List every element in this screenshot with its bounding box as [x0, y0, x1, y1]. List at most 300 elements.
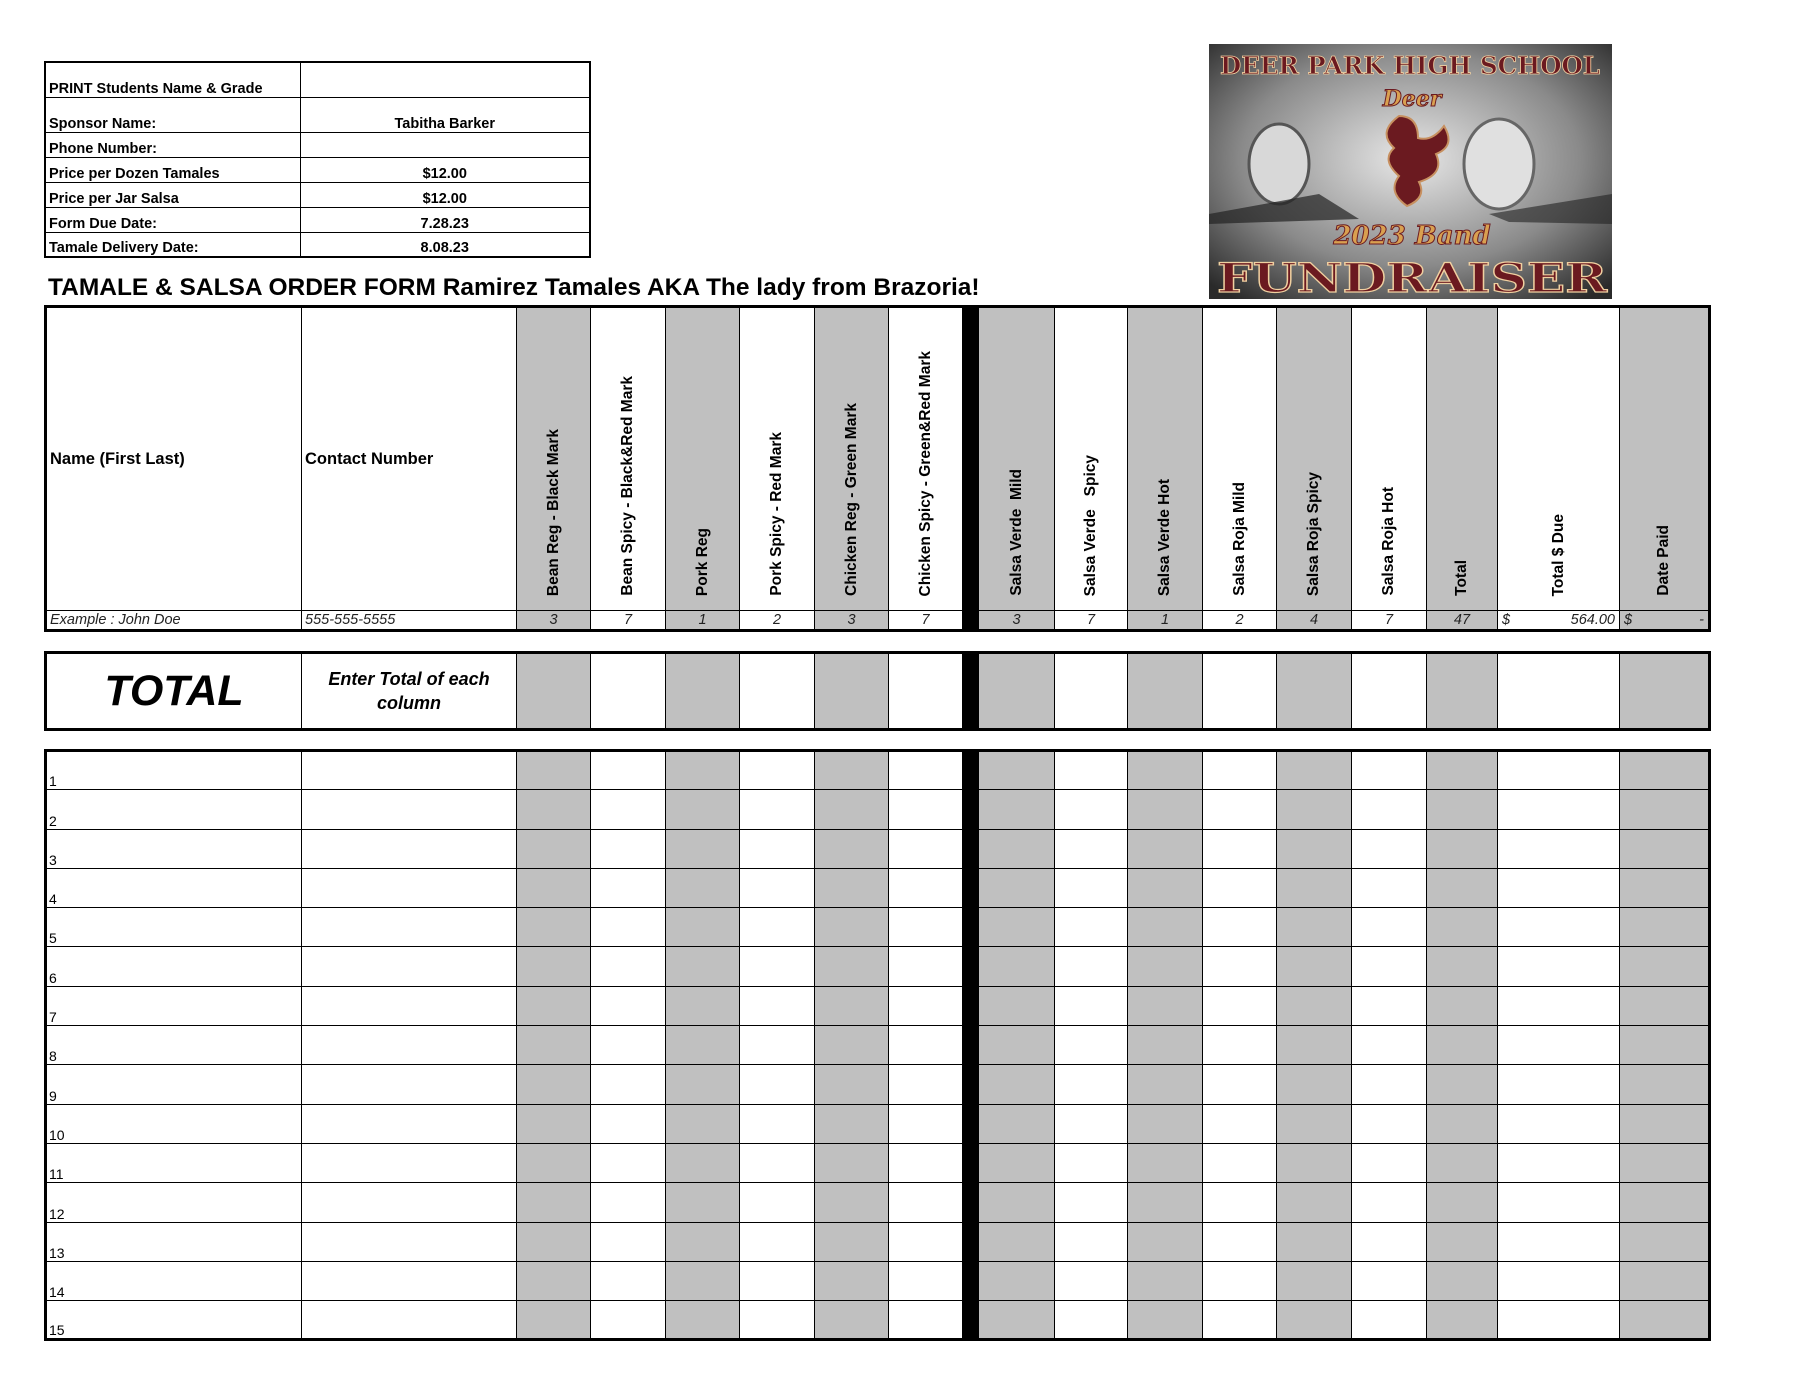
item-cell[interactable] — [666, 829, 740, 868]
item-cell[interactable] — [666, 751, 740, 790]
item-cell[interactable] — [517, 790, 591, 829]
column-header — [740, 307, 815, 611]
info-row — [45, 97, 590, 132]
item-cell[interactable] — [889, 986, 963, 1025]
item-cell[interactable] — [517, 751, 591, 790]
item-cell[interactable] — [979, 790, 1055, 829]
item-cell[interactable] — [979, 1143, 1055, 1182]
contact-cell[interactable] — [302, 868, 517, 907]
item-cell[interactable] — [740, 1222, 815, 1261]
item-cell[interactable] — [1055, 790, 1128, 829]
item-cell[interactable] — [517, 947, 591, 986]
item-cell[interactable] — [1498, 1143, 1620, 1182]
item-cell[interactable] — [1203, 1143, 1277, 1182]
info-value[interactable]: Tabitha Barker — [300, 97, 590, 132]
item-cell[interactable] — [1352, 908, 1427, 947]
total-cell[interactable] — [979, 653, 1055, 730]
item-cell[interactable] — [1498, 1065, 1620, 1104]
item-cell[interactable] — [1427, 1104, 1498, 1143]
item-cell[interactable] — [1620, 986, 1710, 1025]
item-cell[interactable] — [1203, 1026, 1277, 1065]
item-cell[interactable] — [1277, 751, 1352, 790]
order-row — [46, 947, 1710, 986]
item-cell[interactable] — [889, 1104, 963, 1143]
item-cell[interactable] — [1620, 751, 1710, 790]
item-cell[interactable] — [1277, 790, 1352, 829]
item-cell[interactable] — [815, 1143, 889, 1182]
item-cell[interactable] — [1498, 1104, 1620, 1143]
item-cell[interactable] — [517, 1143, 591, 1182]
item-cell[interactable] — [517, 1222, 591, 1261]
item-cell[interactable] — [1498, 1183, 1620, 1222]
item-cell[interactable] — [1277, 908, 1352, 947]
order-header-table — [44, 305, 1711, 632]
example-value: 2 — [1203, 611, 1277, 631]
item-cell[interactable] — [1203, 1222, 1277, 1261]
item-cell[interactable] — [815, 986, 889, 1025]
item-cell[interactable] — [1277, 1104, 1352, 1143]
item-cell[interactable] — [1203, 868, 1277, 907]
item-cell[interactable] — [979, 868, 1055, 907]
item-cell[interactable] — [1128, 1026, 1203, 1065]
item-cell[interactable] — [1277, 1143, 1352, 1182]
item-cell[interactable] — [1498, 908, 1620, 947]
item-cell[interactable] — [1352, 947, 1427, 986]
total-cell[interactable] — [1128, 653, 1203, 730]
item-cell[interactable] — [1427, 1183, 1498, 1222]
row-number-name-cell[interactable]: 1 — [46, 751, 302, 790]
item-cell[interactable] — [740, 1065, 815, 1104]
item-cell[interactable] — [1352, 1261, 1427, 1300]
item-cell[interactable] — [1427, 908, 1498, 947]
item-cell[interactable] — [591, 1065, 666, 1104]
item-cell[interactable] — [815, 1065, 889, 1104]
item-cell[interactable] — [1128, 1143, 1203, 1182]
item-cell[interactable] — [1620, 1143, 1710, 1182]
contact-cell[interactable] — [302, 829, 517, 868]
item-cell[interactable] — [1128, 868, 1203, 907]
item-cell[interactable] — [1427, 1065, 1498, 1104]
row-number-name-cell[interactable]: 8 — [46, 1026, 302, 1065]
item-cell[interactable] — [815, 868, 889, 907]
item-cell[interactable] — [517, 1301, 591, 1340]
item-cell[interactable] — [1620, 1026, 1710, 1065]
total-cell[interactable] — [517, 653, 591, 730]
item-cell[interactable] — [1620, 1261, 1710, 1300]
item-cell[interactable] — [1128, 790, 1203, 829]
row-number-name-cell[interactable]: 9 — [46, 1065, 302, 1104]
item-cell[interactable] — [517, 1065, 591, 1104]
item-cell[interactable] — [1128, 1065, 1203, 1104]
item-cell[interactable] — [1427, 1143, 1498, 1182]
item-cell[interactable] — [666, 1183, 740, 1222]
item-cell[interactable] — [740, 1261, 815, 1300]
item-cell[interactable] — [1203, 1183, 1277, 1222]
item-cell[interactable] — [815, 751, 889, 790]
total-cell[interactable] — [1203, 653, 1277, 730]
total-label: TOTAL — [46, 653, 302, 730]
item-cell[interactable] — [889, 1301, 963, 1340]
item-cell[interactable] — [740, 1301, 815, 1340]
item-cell[interactable] — [1277, 1222, 1352, 1261]
item-cell[interactable] — [517, 829, 591, 868]
total-cell[interactable] — [666, 653, 740, 730]
info-value[interactable]: 8.08.23 — [300, 232, 590, 257]
item-cell[interactable] — [1055, 751, 1128, 790]
item-cell[interactable] — [1055, 1104, 1128, 1143]
item-cell[interactable] — [889, 1026, 963, 1065]
info-row — [45, 132, 590, 157]
item-cell[interactable] — [815, 1301, 889, 1340]
item-cell[interactable] — [591, 908, 666, 947]
item-cell[interactable] — [1277, 1301, 1352, 1340]
item-cell[interactable] — [815, 1261, 889, 1300]
item-cell[interactable] — [889, 829, 963, 868]
item-cell[interactable] — [1427, 868, 1498, 907]
contact-cell[interactable] — [302, 790, 517, 829]
item-cell[interactable] — [666, 1065, 740, 1104]
item-cell[interactable] — [740, 947, 815, 986]
item-cell[interactable] — [979, 1301, 1055, 1340]
item-cell[interactable] — [1620, 1222, 1710, 1261]
item-cell[interactable] — [1352, 1143, 1427, 1182]
item-cell[interactable] — [1498, 751, 1620, 790]
item-cell[interactable] — [1620, 947, 1710, 986]
item-cell[interactable] — [815, 1222, 889, 1261]
order-row — [46, 751, 1710, 790]
item-cell[interactable] — [1277, 947, 1352, 986]
total-cell[interactable] — [1277, 653, 1352, 730]
item-cell[interactable] — [979, 986, 1055, 1025]
item-cell[interactable] — [591, 1104, 666, 1143]
item-cell[interactable] — [1128, 1222, 1203, 1261]
item-cell[interactable] — [889, 947, 963, 986]
item-cell[interactable] — [815, 790, 889, 829]
contact-cell[interactable] — [302, 1222, 517, 1261]
item-cell[interactable] — [979, 908, 1055, 947]
item-cell[interactable] — [1620, 1183, 1710, 1222]
item-cell[interactable] — [1498, 1222, 1620, 1261]
amount: - — [1699, 612, 1704, 628]
order-row — [46, 868, 1710, 907]
item-cell[interactable] — [740, 751, 815, 790]
item-cell[interactable] — [591, 947, 666, 986]
item-cell[interactable] — [591, 1222, 666, 1261]
item-cell[interactable] — [1277, 986, 1352, 1025]
item-cell[interactable] — [591, 829, 666, 868]
item-cell[interactable] — [889, 1222, 963, 1261]
item-cell[interactable] — [517, 1261, 591, 1300]
item-cell[interactable] — [740, 868, 815, 907]
item-cell[interactable] — [1352, 1222, 1427, 1261]
item-cell[interactable] — [517, 986, 591, 1025]
item-cell[interactable] — [517, 908, 591, 947]
item-cell[interactable] — [666, 1222, 740, 1261]
item-cell[interactable] — [1620, 1104, 1710, 1143]
item-cell[interactable] — [889, 1183, 963, 1222]
item-cell[interactable] — [1055, 829, 1128, 868]
contact-cell[interactable] — [302, 1065, 517, 1104]
item-cell[interactable] — [1427, 1261, 1498, 1300]
item-cell[interactable] — [1352, 986, 1427, 1025]
item-cell[interactable] — [1352, 1026, 1427, 1065]
contact-cell[interactable] — [302, 947, 517, 986]
item-cell[interactable] — [1128, 1261, 1203, 1300]
total-cell[interactable] — [1352, 653, 1427, 730]
item-cell[interactable] — [591, 1301, 666, 1340]
item-cell[interactable] — [1427, 790, 1498, 829]
item-cell[interactable] — [1352, 868, 1427, 907]
item-cell[interactable] — [740, 1183, 815, 1222]
item-cell[interactable] — [666, 1261, 740, 1300]
item-cell[interactable] — [591, 986, 666, 1025]
item-cell[interactable] — [979, 1026, 1055, 1065]
item-cell[interactable] — [591, 790, 666, 829]
item-cell[interactable] — [1498, 947, 1620, 986]
item-cell[interactable] — [1055, 1261, 1128, 1300]
item-cell[interactable] — [1203, 986, 1277, 1025]
item-cell[interactable] — [591, 1143, 666, 1182]
contact-cell[interactable] — [302, 1183, 517, 1222]
item-cell[interactable] — [740, 1104, 815, 1143]
item-cell[interactable] — [1620, 908, 1710, 947]
item-cell[interactable] — [591, 751, 666, 790]
example-row — [46, 611, 1710, 631]
item-cell[interactable] — [1352, 751, 1427, 790]
contact-cell[interactable] — [302, 1261, 517, 1300]
item-cell[interactable] — [666, 1301, 740, 1340]
item-cell[interactable] — [740, 790, 815, 829]
row-number-name-cell[interactable]: 3 — [46, 829, 302, 868]
item-cell[interactable] — [1620, 790, 1710, 829]
info-value[interactable]: $12.00 — [300, 157, 590, 182]
item-cell[interactable] — [1352, 790, 1427, 829]
contact-cell[interactable] — [302, 908, 517, 947]
row-number-name-cell[interactable]: 6 — [46, 947, 302, 986]
contact-cell[interactable] — [302, 1026, 517, 1065]
total-cell[interactable] — [591, 653, 666, 730]
item-cell[interactable] — [1128, 1301, 1203, 1340]
row-number-name-cell[interactable]: 5 — [46, 908, 302, 947]
item-cell[interactable] — [1427, 1222, 1498, 1261]
item-cell[interactable] — [979, 1065, 1055, 1104]
item-cell[interactable] — [1352, 1104, 1427, 1143]
item-cell[interactable] — [591, 1261, 666, 1300]
item-cell[interactable] — [1352, 829, 1427, 868]
item-cell[interactable] — [1498, 986, 1620, 1025]
item-cell[interactable] — [591, 1183, 666, 1222]
item-cell[interactable] — [1427, 1301, 1498, 1340]
contact-cell[interactable] — [302, 986, 517, 1025]
item-cell[interactable] — [666, 947, 740, 986]
row-number-name-cell[interactable]: 14 — [46, 1261, 302, 1300]
order-row — [46, 1026, 1710, 1065]
item-cell[interactable] — [1055, 1301, 1128, 1340]
item-cell[interactable] — [1277, 1261, 1352, 1300]
item-cell[interactable] — [666, 1143, 740, 1182]
info-value[interactable] — [300, 132, 590, 157]
item-cell[interactable] — [740, 1143, 815, 1182]
item-cell[interactable] — [1203, 1065, 1277, 1104]
item-cell[interactable] — [1498, 790, 1620, 829]
item-cell[interactable] — [740, 908, 815, 947]
item-cell[interactable] — [1427, 751, 1498, 790]
student-info-table — [44, 61, 591, 258]
item-cell[interactable] — [889, 751, 963, 790]
total-cell[interactable] — [1620, 653, 1710, 730]
item-cell[interactable] — [889, 790, 963, 829]
row-number-name-cell[interactable]: 10 — [46, 1104, 302, 1143]
item-cell[interactable] — [1620, 1065, 1710, 1104]
item-cell[interactable] — [815, 1026, 889, 1065]
item-cell[interactable] — [1427, 947, 1498, 986]
column-divider — [963, 1065, 979, 1104]
item-cell[interactable] — [1055, 1026, 1128, 1065]
item-cell[interactable] — [1055, 908, 1128, 947]
item-cell[interactable] — [1055, 1183, 1128, 1222]
item-cell[interactable] — [1055, 1143, 1128, 1182]
item-cell[interactable] — [740, 1026, 815, 1065]
item-cell[interactable] — [1498, 1261, 1620, 1300]
item-cell[interactable] — [1427, 1026, 1498, 1065]
item-cell[interactable] — [1427, 986, 1498, 1025]
item-cell[interactable] — [1203, 751, 1277, 790]
total-cell[interactable] — [889, 653, 963, 730]
contact-cell[interactable] — [302, 1301, 517, 1340]
total-cell[interactable] — [740, 653, 815, 730]
item-cell[interactable] — [889, 908, 963, 947]
item-cell[interactable] — [1055, 1222, 1128, 1261]
item-cell[interactable] — [1128, 986, 1203, 1025]
item-cell[interactable] — [1620, 868, 1710, 907]
info-label: Form Due Date: — [45, 207, 300, 232]
item-cell[interactable] — [1128, 1183, 1203, 1222]
item-cell[interactable] — [1055, 868, 1128, 907]
row-number-name-cell[interactable]: 12 — [46, 1183, 302, 1222]
row-number-name-cell[interactable]: 2 — [46, 790, 302, 829]
column-divider — [963, 751, 979, 790]
item-cell[interactable] — [1203, 908, 1277, 947]
item-cell[interactable] — [1352, 1301, 1427, 1340]
item-cell[interactable] — [591, 1026, 666, 1065]
row-number-name-cell[interactable]: 11 — [46, 1143, 302, 1182]
item-cell[interactable] — [1427, 829, 1498, 868]
row-number-name-cell[interactable]: 15 — [46, 1301, 302, 1340]
item-cell[interactable] — [979, 947, 1055, 986]
item-cell[interactable] — [979, 1183, 1055, 1222]
item-cell[interactable] — [1352, 1065, 1427, 1104]
item-cell[interactable] — [889, 1143, 963, 1182]
contact-cell[interactable] — [302, 1143, 517, 1182]
item-cell[interactable] — [889, 868, 963, 907]
info-value[interactable]: $12.00 — [300, 182, 590, 207]
item-cell[interactable] — [517, 868, 591, 907]
item-cell[interactable] — [889, 1065, 963, 1104]
total-cell[interactable] — [1498, 653, 1620, 730]
total-cell[interactable] — [815, 653, 889, 730]
total-cell[interactable] — [1427, 653, 1498, 730]
item-cell[interactable] — [1055, 986, 1128, 1025]
row-number-name-cell[interactable]: 13 — [46, 1222, 302, 1261]
item-cell[interactable] — [979, 1222, 1055, 1261]
item-cell[interactable] — [1277, 1065, 1352, 1104]
item-cell[interactable] — [1277, 1026, 1352, 1065]
item-cell[interactable] — [815, 947, 889, 986]
column-divider — [963, 908, 979, 947]
item-cell[interactable] — [1203, 947, 1277, 986]
item-cell[interactable] — [1498, 1026, 1620, 1065]
item-cell[interactable] — [815, 908, 889, 947]
item-cell[interactable] — [740, 986, 815, 1025]
item-cell[interactable] — [1203, 829, 1277, 868]
item-cell[interactable] — [1620, 829, 1710, 868]
item-cell[interactable] — [666, 986, 740, 1025]
column-divider — [963, 947, 979, 986]
item-cell[interactable] — [1055, 947, 1128, 986]
item-cell[interactable] — [666, 790, 740, 829]
item-cell[interactable] — [1498, 1301, 1620, 1340]
contact-cell[interactable] — [302, 751, 517, 790]
item-cell[interactable] — [666, 908, 740, 947]
item-cell[interactable] — [1277, 829, 1352, 868]
item-cell[interactable] — [517, 1104, 591, 1143]
item-cell[interactable] — [979, 751, 1055, 790]
item-cell[interactable] — [1203, 1261, 1277, 1300]
item-cell[interactable] — [1055, 1065, 1128, 1104]
item-cell[interactable] — [979, 1261, 1055, 1300]
order-row — [46, 1104, 1710, 1143]
item-cell[interactable] — [666, 1026, 740, 1065]
info-value[interactable] — [300, 62, 590, 97]
item-cell[interactable] — [1498, 829, 1620, 868]
item-cell[interactable] — [1203, 1301, 1277, 1340]
item-cell[interactable] — [1498, 868, 1620, 907]
order-rows-table — [44, 749, 1711, 1341]
item-cell[interactable] — [889, 1261, 963, 1300]
item-cell[interactable] — [979, 829, 1055, 868]
item-cell[interactable] — [1203, 790, 1277, 829]
item-cell[interactable] — [1128, 947, 1203, 986]
row-number-name-cell[interactable]: 4 — [46, 868, 302, 907]
row-number-name-cell[interactable]: 7 — [46, 986, 302, 1025]
item-cell[interactable] — [1128, 1104, 1203, 1143]
item-cell[interactable] — [517, 1026, 591, 1065]
item-cell[interactable] — [1620, 1301, 1710, 1340]
item-cell[interactable] — [815, 1183, 889, 1222]
item-cell[interactable] — [1128, 908, 1203, 947]
item-cell[interactable] — [815, 829, 889, 868]
column-header-label: Pork Reg — [693, 527, 711, 596]
item-cell[interactable] — [740, 829, 815, 868]
item-cell[interactable] — [1128, 829, 1203, 868]
item-cell[interactable] — [666, 1104, 740, 1143]
item-cell[interactable] — [1277, 868, 1352, 907]
item-cell[interactable] — [666, 868, 740, 907]
item-cell[interactable] — [1277, 1183, 1352, 1222]
item-cell[interactable] — [979, 1104, 1055, 1143]
contact-cell[interactable] — [302, 1104, 517, 1143]
item-cell[interactable] — [1352, 1183, 1427, 1222]
info-label: Phone Number: — [45, 132, 300, 157]
total-cell[interactable] — [1055, 653, 1128, 730]
item-cell[interactable] — [591, 868, 666, 907]
item-cell[interactable] — [1203, 1104, 1277, 1143]
item-cell[interactable] — [1128, 751, 1203, 790]
example-value — [1620, 611, 1710, 631]
info-value[interactable]: 7.28.23 — [300, 207, 590, 232]
item-cell[interactable] — [517, 1183, 591, 1222]
item-cell[interactable] — [815, 1104, 889, 1143]
